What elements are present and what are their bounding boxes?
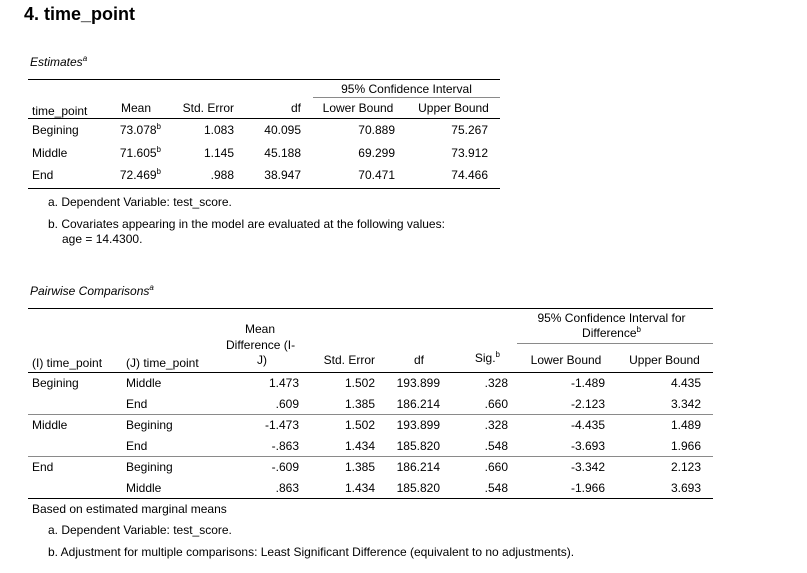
row-label: Begining bbox=[32, 123, 79, 137]
row-md: .863 bbox=[275, 481, 299, 495]
row-sig: .660 bbox=[484, 397, 508, 411]
pairwise-col-upper-bound: Upper Bound bbox=[629, 353, 700, 367]
pairwise-ci-header-1: 95% Confidence Interval for bbox=[537, 311, 686, 325]
row-se: 1.434 bbox=[344, 439, 375, 453]
row-lb: 70.889 bbox=[358, 123, 395, 137]
estimates-ci-rule bbox=[313, 97, 500, 98]
row-j: End bbox=[126, 397, 148, 411]
row-ub: 73.912 bbox=[451, 146, 488, 160]
pairwise-footnote-a: a. Dependent Variable: test_score. bbox=[48, 523, 232, 537]
pairwise-ci-rule bbox=[517, 343, 713, 344]
estimates-col-lower-bound: Lower Bound bbox=[322, 101, 394, 115]
pairwise-col-lower-bound: Lower Bound bbox=[530, 353, 602, 367]
row-j: Middle bbox=[126, 376, 162, 390]
row-sig: .328 bbox=[484, 376, 508, 390]
estimates-col-mean: Mean bbox=[120, 101, 151, 115]
row-sig: .548 bbox=[484, 439, 508, 453]
row-se: 1.502 bbox=[344, 376, 375, 390]
section-heading: 4. time_point bbox=[24, 4, 136, 24]
estimates-col-std-error: Std. Error bbox=[182, 101, 234, 115]
row-mean bbox=[95, 123, 161, 137]
row-lb: 70.471 bbox=[358, 168, 395, 182]
estimates-footnote-b-cont: age = 14.4300. bbox=[62, 232, 143, 246]
row-lb: 69.299 bbox=[358, 146, 395, 160]
row-i: Middle bbox=[32, 418, 68, 432]
row-ub: 75.267 bbox=[451, 123, 488, 137]
row-se: 1.145 bbox=[203, 146, 234, 160]
estimates-bottom-rule bbox=[28, 188, 500, 189]
pairwise-ci-header-2 bbox=[517, 326, 706, 340]
row-j: End bbox=[126, 439, 148, 453]
pairwise-based-on: Based on estimated marginal means bbox=[32, 502, 227, 516]
pairwise-title bbox=[30, 284, 154, 298]
pairwise-ci-header-sup: b bbox=[636, 325, 641, 334]
pairwise-group-rule-2 bbox=[28, 456, 713, 457]
row-md: -1.473 bbox=[264, 418, 299, 432]
row-ub: 3.342 bbox=[670, 397, 701, 411]
row-se: 1.434 bbox=[344, 481, 375, 495]
row-ub: 1.966 bbox=[670, 439, 701, 453]
row-label: End bbox=[32, 168, 54, 182]
row-df: 186.214 bbox=[396, 460, 440, 474]
pairwise-col-std-error: Std. Error bbox=[323, 353, 375, 367]
row-se: 1.385 bbox=[344, 397, 375, 411]
row-sig: .660 bbox=[484, 460, 508, 474]
row-j: Begining bbox=[126, 460, 173, 474]
row-mean-value: 72.469 bbox=[119, 168, 157, 182]
row-lb: -1.966 bbox=[570, 481, 605, 495]
pairwise-col-i-time-point: (I) time_point bbox=[32, 356, 103, 370]
row-df: 186.214 bbox=[396, 397, 440, 411]
pairwise-ci-header-2-text: Difference bbox=[582, 326, 637, 340]
estimates-top-rule bbox=[28, 79, 500, 80]
estimates-footnote-a: a. Dependent Variable: test_score. bbox=[48, 195, 232, 209]
row-j: Middle bbox=[126, 481, 162, 495]
pairwise-col-df: df bbox=[413, 353, 424, 367]
row-df: 38.947 bbox=[264, 168, 301, 182]
row-mean-sup: b bbox=[156, 122, 161, 131]
row-lb: -3.342 bbox=[570, 460, 605, 474]
estimates-footnote-b: b. Covariates appearing in the model are evaluated at the following values: bbox=[48, 217, 445, 231]
estimates-header-rule bbox=[28, 118, 500, 119]
pairwise-title-text: Pairwise Comparisons bbox=[30, 284, 150, 298]
row-se: 1.083 bbox=[203, 123, 234, 137]
row-i: End bbox=[32, 460, 54, 474]
row-se: 1.385 bbox=[344, 460, 375, 474]
row-lb: -1.489 bbox=[570, 376, 605, 390]
row-ub: 3.693 bbox=[670, 481, 701, 495]
row-lb: -3.693 bbox=[570, 439, 605, 453]
estimates-title-text: Estimates bbox=[30, 55, 83, 69]
row-mean-sup: b bbox=[156, 145, 161, 154]
row-df: 185.820 bbox=[396, 481, 440, 495]
estimates-title bbox=[30, 55, 87, 69]
row-df: 40.095 bbox=[264, 123, 301, 137]
row-sig: .548 bbox=[484, 481, 508, 495]
pairwise-footnote-b: b. Adjustment for multiple comparisons: Least Significant Difference (equivalent to no adjustments). bbox=[48, 545, 575, 559]
estimates-col-df: df bbox=[290, 101, 301, 115]
row-md: -.609 bbox=[271, 460, 299, 474]
row-df: 193.899 bbox=[396, 376, 440, 390]
row-se: .988 bbox=[210, 168, 234, 182]
row-label: Middle bbox=[32, 146, 68, 160]
row-sig: .328 bbox=[484, 418, 508, 432]
row-md: -.863 bbox=[271, 439, 299, 453]
row-df: 193.899 bbox=[396, 418, 440, 432]
pairwise-col-j-time-point: (J) time_point bbox=[126, 356, 199, 370]
row-mean-value: 71.605 bbox=[119, 146, 157, 160]
pairwise-bottom-rule bbox=[28, 498, 713, 499]
pairwise-col-sig-sup: b bbox=[495, 350, 500, 359]
pairwise-col-sig-text: Sig. bbox=[474, 351, 496, 365]
pairwise-col-mean-diff-1: Mean bbox=[244, 322, 276, 336]
row-se: 1.502 bbox=[344, 418, 375, 432]
row-mean-value: 73.078 bbox=[119, 123, 157, 137]
estimates-ci-header: 95% Confidence Interval bbox=[341, 82, 472, 96]
row-df: 185.820 bbox=[396, 439, 440, 453]
row-md: 1.473 bbox=[268, 376, 299, 390]
row-df: 45.188 bbox=[264, 146, 301, 160]
pairwise-title-sup: a bbox=[149, 283, 154, 292]
estimates-col-time-point: time_point bbox=[32, 104, 88, 118]
row-md: .609 bbox=[275, 397, 299, 411]
pairwise-col-sig bbox=[440, 351, 500, 365]
row-i: Begining bbox=[32, 376, 79, 390]
row-mean-sup: b bbox=[156, 167, 161, 176]
row-ub: 4.435 bbox=[670, 376, 701, 390]
row-lb: -2.123 bbox=[570, 397, 605, 411]
pairwise-group-rule-1 bbox=[28, 414, 713, 415]
row-ub: 74.466 bbox=[451, 168, 488, 182]
row-j: Begining bbox=[126, 418, 173, 432]
estimates-col-upper-bound: Upper Bound bbox=[418, 101, 489, 115]
estimates-title-sup: a bbox=[82, 54, 88, 63]
pairwise-col-mean-diff-2: Difference (I- bbox=[226, 338, 296, 352]
row-mean bbox=[95, 146, 161, 160]
row-ub: 1.489 bbox=[670, 418, 701, 432]
row-mean bbox=[95, 168, 161, 182]
pairwise-top-rule bbox=[28, 308, 713, 309]
row-lb: -4.435 bbox=[570, 418, 605, 432]
row-ub: 2.123 bbox=[670, 460, 701, 474]
pairwise-col-mean-diff-3: J) bbox=[257, 353, 267, 367]
pairwise-header-rule bbox=[28, 372, 713, 373]
